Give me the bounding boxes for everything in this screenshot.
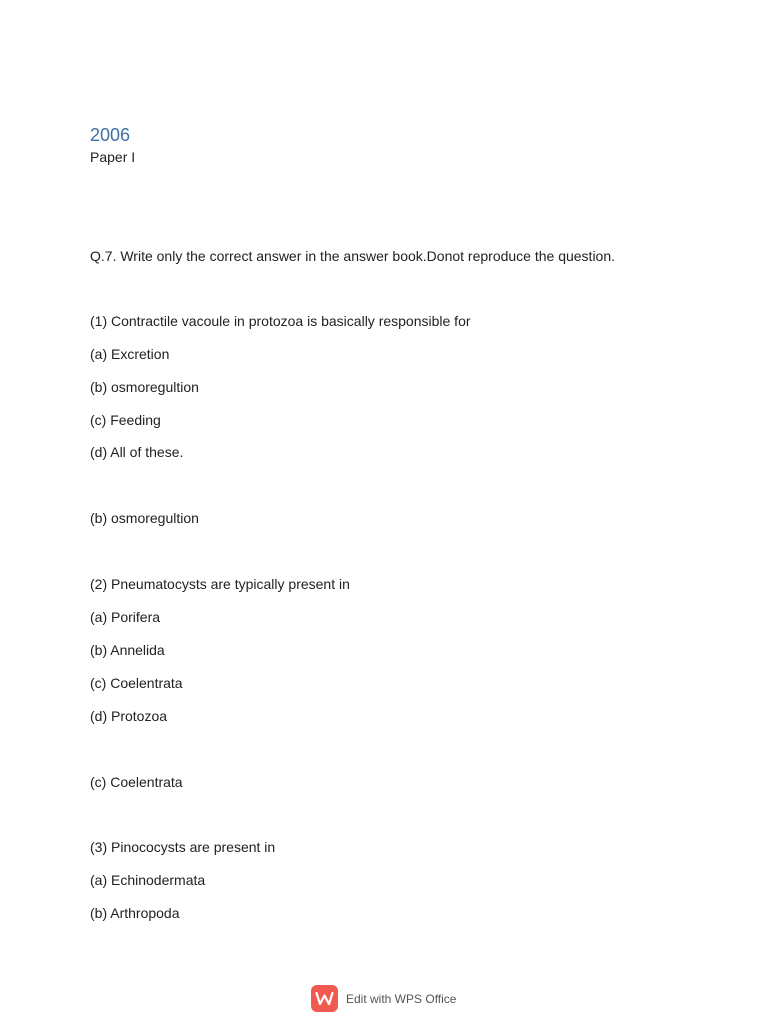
question-2-option-b: (b) Annelida <box>90 642 165 658</box>
question-2-option-c: (c) Coelentrata <box>90 675 183 691</box>
question-1: (1) Contractile vacoule in protozoa is basically responsible for <box>90 313 471 329</box>
question-1-option-b: (b) osmoregultion <box>90 379 199 395</box>
question-2: (2) Pneumatocysts are typically present in <box>90 576 350 592</box>
wps-logo-icon <box>311 985 338 1012</box>
question-3: (3) Pinococysts are present in <box>90 839 276 855</box>
question-3-option-b: (b) Arthropoda <box>90 905 180 921</box>
question-1-option-c: (c) Feeding <box>90 412 161 428</box>
question-3-option-a: (a) Echinodermata <box>90 872 206 888</box>
document-year: 2006 <box>90 125 131 145</box>
question-2-option-d: (d) Protozoa <box>90 708 168 724</box>
question-2-answer: (c) Coelentrata <box>90 774 183 790</box>
edit-with-wps-label: Edit with WPS Office <box>346 991 457 1006</box>
document-paper-label: Paper I <box>90 149 136 165</box>
question-2-option-a: (a) Porifera <box>90 609 161 625</box>
question-1-option-a: (a) Excretion <box>90 346 170 362</box>
question-1-answer: (b) osmoregultion <box>90 510 199 526</box>
question-1-option-d: (d) All of these. <box>90 444 184 460</box>
instruction-text: Q.7. Write only the correct answer in the answer book.Donot reproduce the question. <box>90 248 616 264</box>
edit-with-wps-button[interactable] <box>311 985 456 1012</box>
